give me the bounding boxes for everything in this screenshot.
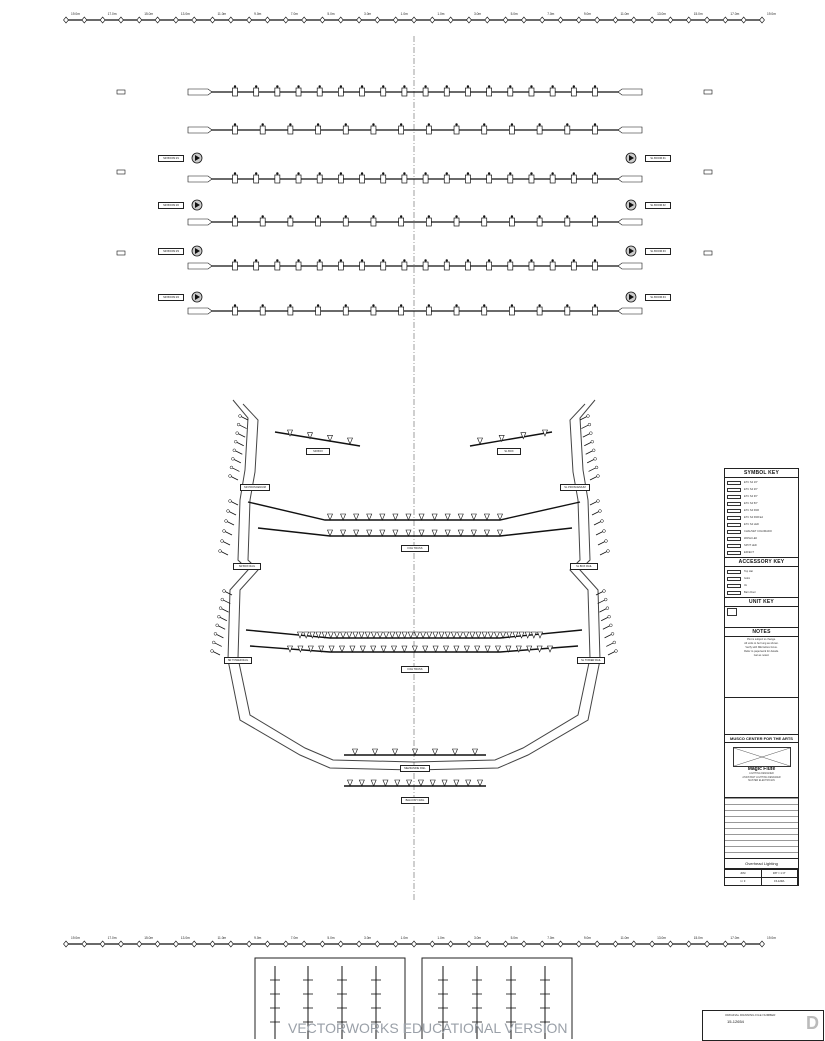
ruler-label: 11.0m <box>217 936 227 940</box>
ruler-label: 7.0m <box>290 936 298 940</box>
symbol-row: ETC S4 36° <box>727 493 796 500</box>
accessory-row: Barn Door <box>727 589 796 596</box>
ruler-label: 1.0m <box>400 12 408 16</box>
foh-label-sl-box: SL BOX <box>497 448 521 455</box>
foh-label-mezzanine: MEZZANINE RAIL <box>400 765 430 772</box>
foh-label-sr-tower-rail: SR TOWER RAIL <box>224 657 252 664</box>
ruler-label: 13.0m <box>657 936 666 940</box>
foh-label-sl-proscenium: SL PROSCENIUM <box>560 484 590 491</box>
ruler-label: 1.0m <box>400 936 408 940</box>
foh-label-sr-box-rail: SR BOX RAIL <box>233 563 261 570</box>
ruler-label: 7.0m <box>547 936 555 940</box>
symbol-row: ETC S4 26° <box>727 486 796 493</box>
ruler-label: 3.0m <box>364 936 372 940</box>
notes: Plot is subject to change. All units to be hung as shown. Verify with ME before focus. Refer to paperwork for details. Gel as noted. <box>725 637 798 698</box>
boom-label: SL BOOM #4 <box>645 294 671 301</box>
ruler-label: 15.0m <box>144 12 154 16</box>
ruler-label: 7.0m <box>547 12 555 16</box>
ruler-label: 11.0m <box>217 12 227 16</box>
ruler-label: 9.0m <box>254 12 262 16</box>
boom-label: SR BOOM #2 <box>158 202 184 209</box>
stamp-number: 15-12654 <box>727 1019 744 1024</box>
ruler-label: 5.0m <box>510 936 518 940</box>
foh-label-truss-2: FOH TRUSS <box>401 666 429 673</box>
symbol-row: ETC S4 LED <box>727 521 796 528</box>
accessory-key-title: ACCESSORY KEY <box>725 558 798 567</box>
boom-label: SR BOOM #3 <box>158 248 184 255</box>
foh-label-truss-1: FOH TRUSS <box>401 545 429 552</box>
page: 1 / 3 <box>725 877 762 885</box>
ruler-label: 17.0m <box>107 12 117 16</box>
ruler-label: 1.0m <box>437 12 445 16</box>
ruler-label: 13.0m <box>180 12 190 16</box>
foh-label-sl-box-rail: SL BOX RAIL <box>570 563 598 570</box>
drawing-stamp <box>702 1010 824 1041</box>
foh-label-sl-tower-rail: SL TOWER RAIL <box>577 657 605 664</box>
ruler-label: 17.0m <box>730 936 740 940</box>
ruler-label: 3.0m <box>364 12 372 16</box>
ruler-label: 9.0m <box>254 936 262 940</box>
ruler-label: 1.0m <box>437 936 445 940</box>
ruler-label: 9.0m <box>583 12 591 16</box>
ruler-label: 19.0m <box>71 936 80 940</box>
boom-label: SL BOOM #1 <box>645 155 671 162</box>
symbol-row: ETC S4 PAR <box>727 507 796 514</box>
symbol-row: ETC S4 19° <box>727 479 796 486</box>
boom-label: SR BOOM #1 <box>158 155 184 162</box>
accessory-row: Gobo <box>727 575 796 582</box>
ruler-label: 5.0m <box>510 12 518 16</box>
accessory-row: Iris <box>727 582 796 589</box>
symbol-key-title: SYMBOL KEY <box>725 469 798 478</box>
ruler-label: 15.0m <box>693 936 703 940</box>
sheet-name: Overhead Lighting <box>725 859 798 869</box>
ruler-label: 5.0m <box>327 12 335 16</box>
ruler-label: 19.0m <box>767 12 776 16</box>
symbol-row: EFFECT <box>727 549 796 556</box>
ruler-label: 19.0m <box>767 936 776 940</box>
symbol-row: ETC S4 PAR EA <box>727 514 796 521</box>
symbol-row: WASH LED <box>727 535 796 542</box>
foh-label-sr-box: SR BOX <box>306 448 330 455</box>
ruler-label: 19.0m <box>71 12 80 16</box>
ruler-label: 15.0m <box>144 936 154 940</box>
ruler-label: 3.0m <box>473 12 482 16</box>
ruler-label: 3.0m <box>473 936 482 940</box>
ruler-label: 9.0m <box>583 936 591 940</box>
ruler-label: 5.0m <box>327 936 335 940</box>
drawn-by: JCM <box>725 869 762 877</box>
symbol-row: SPOT LED <box>727 542 796 549</box>
sheet-size: D <box>806 1013 819 1033</box>
ruler-label: 7.0m <box>290 12 298 16</box>
ruler-label: 13.0m <box>180 936 190 940</box>
drawing-number: 15-12RA <box>762 877 799 885</box>
boom-label: SL BOOM #2 <box>645 202 671 209</box>
show-info: Magic Flute LIGHTING DESIGNER ASSISTANT LIGHTING DESIGNER MASTER ELECTRICIAN <box>725 743 798 798</box>
foh-label-balcony: BALCONY RAIL <box>401 797 429 804</box>
boom-label: SL BOOM #3 <box>645 248 671 255</box>
scale: 3/8" = 1'-0" <box>762 869 799 877</box>
unit-key-title: UNIT KEY <box>725 598 798 607</box>
stamp-label: ORIGINAL DRAWING FILE NUMBER <box>725 1013 776 1017</box>
show-title: Magic Flute <box>747 766 776 772</box>
ruler-label: 13.0m <box>657 12 666 16</box>
symbol-row: ETC S4 50° <box>727 500 796 507</box>
ruler-label: 17.0m <box>730 12 740 16</box>
watermark: VECTORWORKS EDUCATIONAL VERSION <box>288 1020 568 1036</box>
organization: MUSCO CENTER FOR THE ARTS <box>725 735 798 743</box>
symbol-row: CHAUVET COLORADO <box>727 528 796 535</box>
accessory-row: Top Hat <box>727 568 796 575</box>
notes-title: NOTES <box>725 628 798 637</box>
foh-label-sr-proscenium: SR PROSCENIUM <box>240 484 270 491</box>
ruler-label: 11.0m <box>620 936 630 940</box>
ruler-label: 17.0m <box>107 936 117 940</box>
ruler-label: 15.0m <box>693 12 703 16</box>
boom-label: SR BOOM #4 <box>158 294 184 301</box>
ruler-label: 11.0m <box>620 12 630 16</box>
